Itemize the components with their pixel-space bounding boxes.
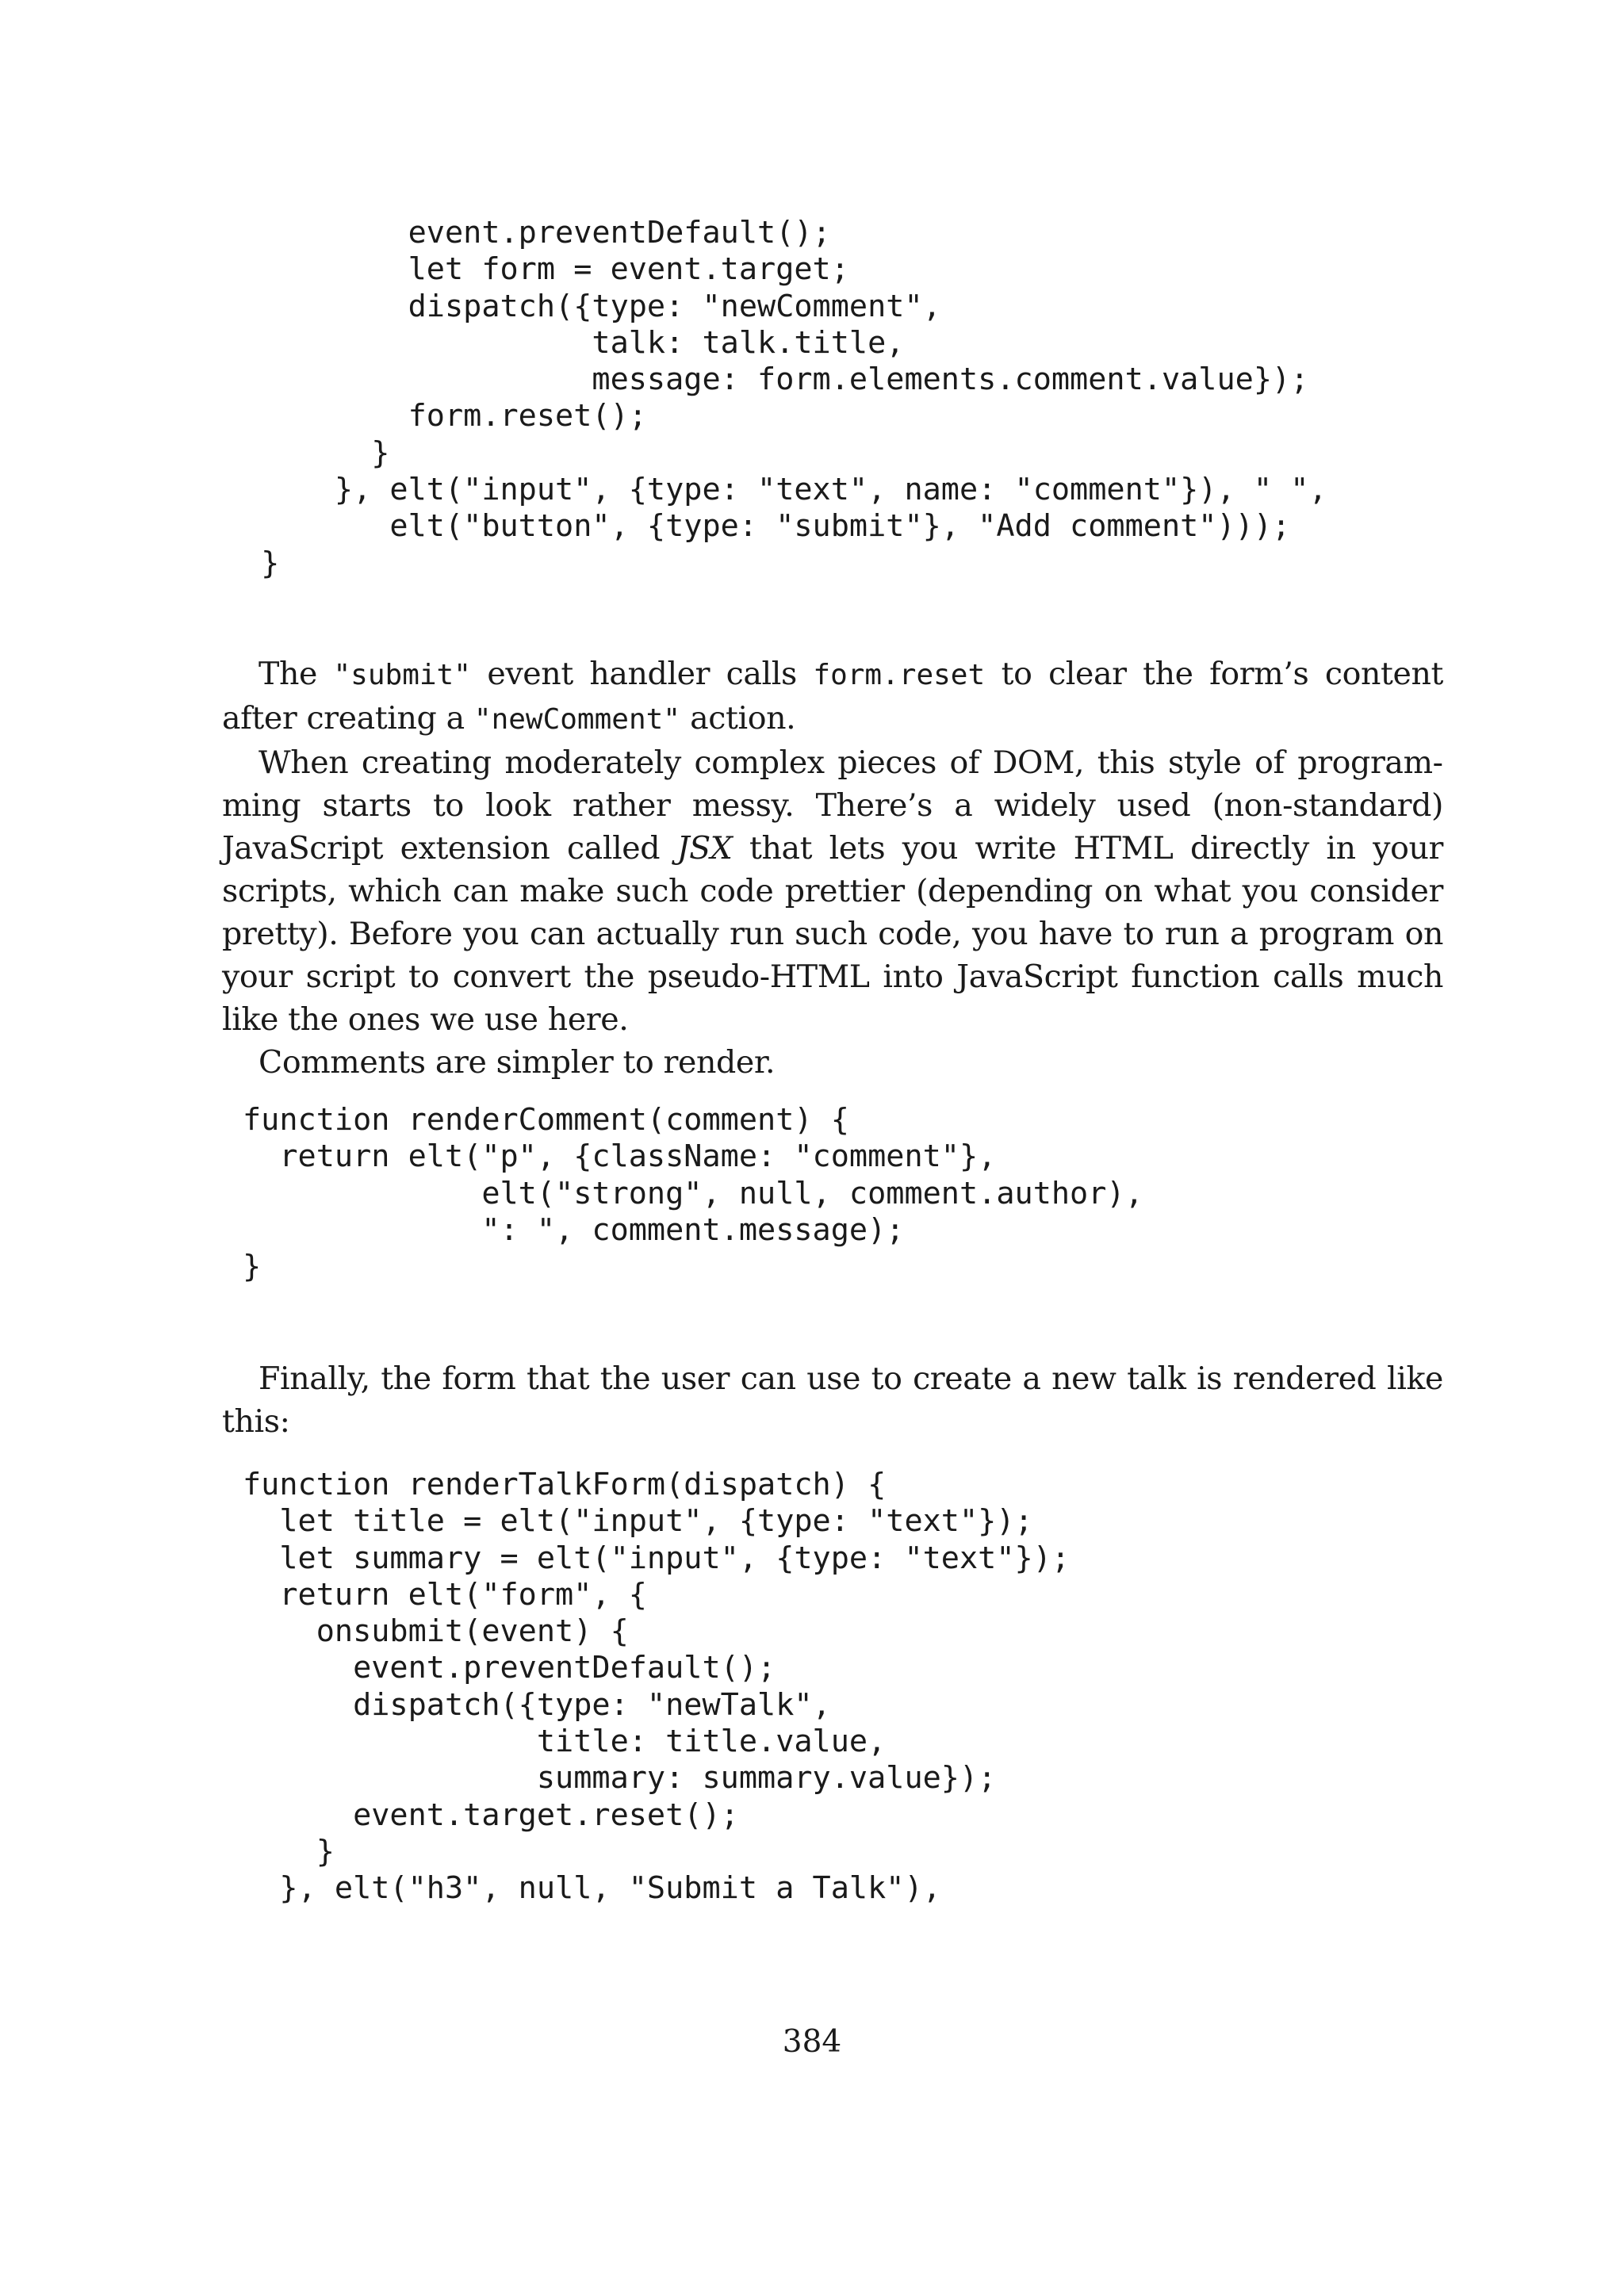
page-number: 384 [782,2024,842,2060]
code-block-comment-form-end: event.preventDefault(); let form = event.target; dispatch({type: "newComment", talk: talk.title, message: form.elements.comment.value}); form.reset(); } }, elt("input", {type: "text", name: "comment"}), " ", elt("button", {type: "submit"}, "Add comment"))); } [261,215,1327,581]
inline-code-submit: "submit" [333,659,471,691]
paragraph-submit-handler: The "submit" event handler calls form.reset to clear the form’s content after creating a "newComment" action. [222,656,1443,737]
jsx-term: JSX [676,830,733,867]
inline-code-newcomment: "newComment" [473,703,680,736]
paragraph-comments-simpler: Comments are simpler to render. [259,1044,776,1081]
inline-code-form-reset: form.reset [813,659,986,691]
paragraph-jsx: When creating moderately complex pieces of DOM, this style of programming starts to look rather messy. There’s a widely used (non-standard) JavaScript extension called JSX that lets you write HTML directly in your scripts, which can make such code prettier (depending on what you consider pretty). Before you can actually run such code, you have to run a program on your script to convert the pseudo-HTML into JavaScript function calls much like the ones we use here. [222,744,1444,1038]
prose-section-1 [222,652,1443,1084]
code-block-render-talk-form: function renderTalkForm(dispatch) { let title = elt("input", {type: "text"}); let summary = elt("input", {type: "text"}); return elt("form", { onsubmit(event) { event.preventDefault(); dispatch({type: "newTalk", title: title.value, summary: summary.value}); event.target.reset(); } }, elt("h3", null, "Submit a Talk"), [243,1467,1071,1907]
code-block-render-comment: function renderComment(comment) { return elt("p", {className: "comment"}, elt("strong", null, comment.author), ": ", comment.message); } [243,1102,1143,1285]
paragraph-talk-form-intro: Finally, the form that the user can use to create a new talk is rendered like this: [222,1360,1443,1440]
prose-section-2 [222,1357,1443,1443]
